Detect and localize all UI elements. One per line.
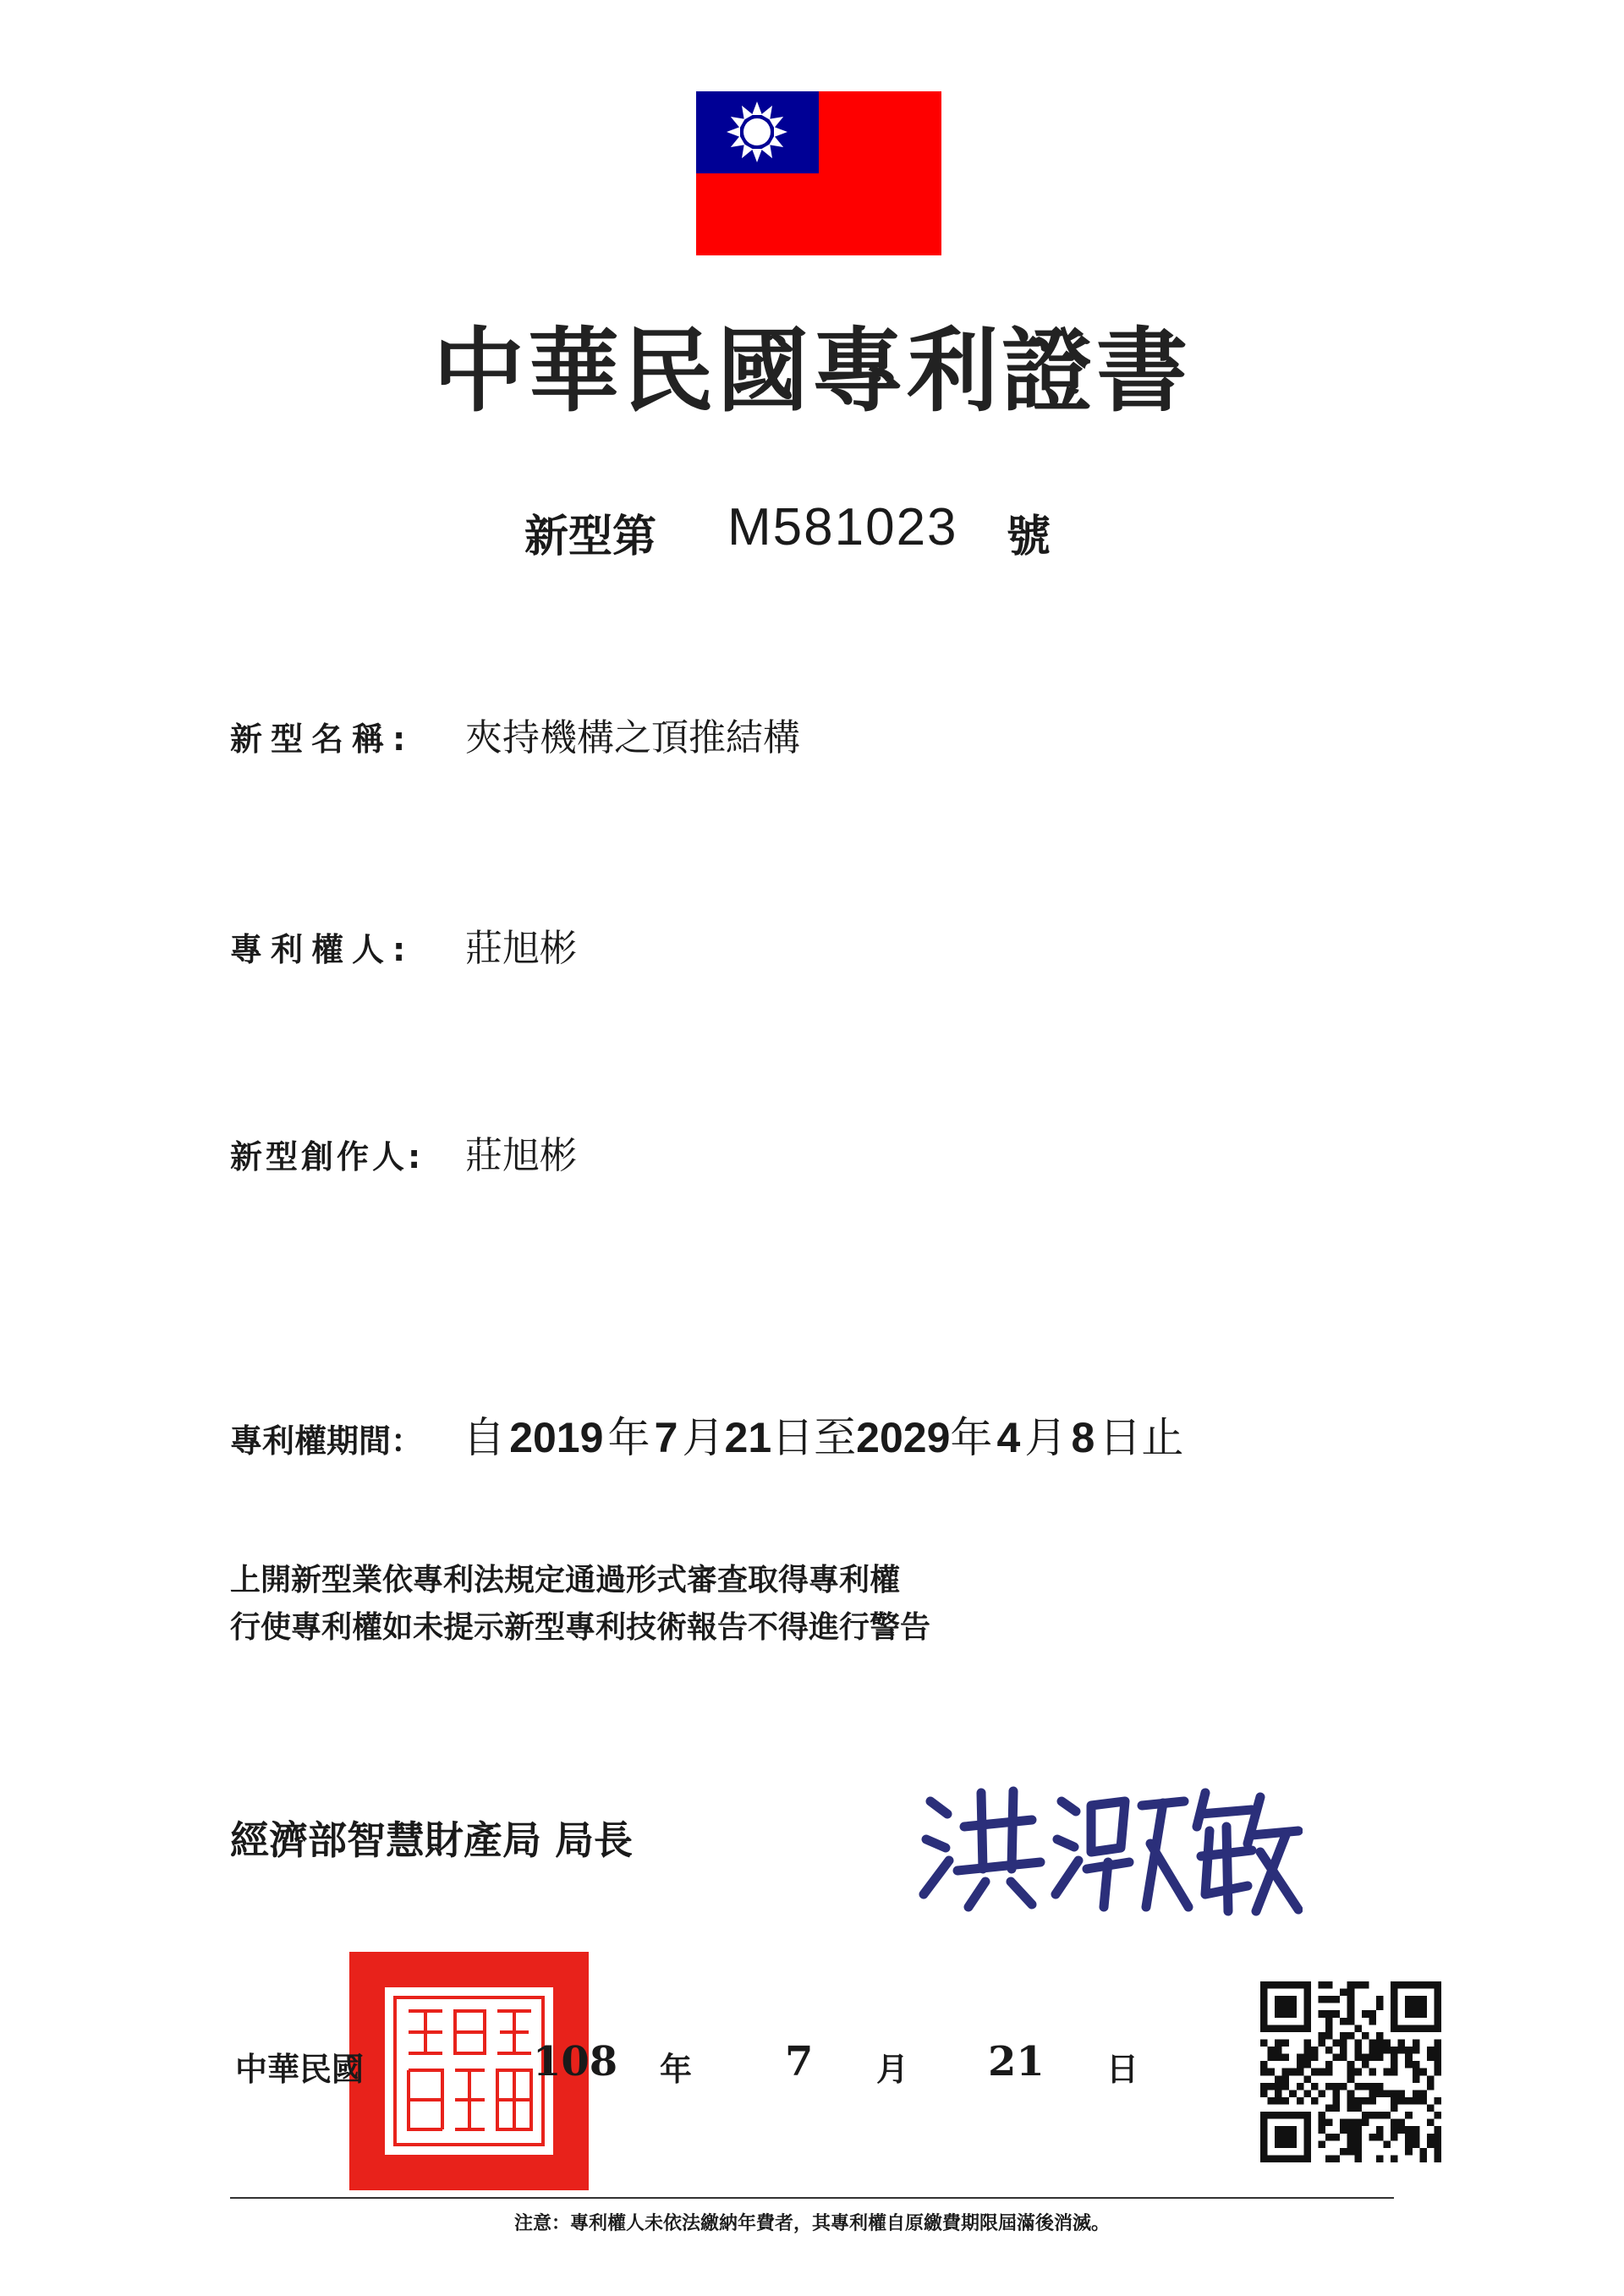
term-end-month: 4 — [996, 1414, 1021, 1461]
signature-image — [914, 1767, 1303, 1920]
footer-divider — [230, 2197, 1394, 2199]
issue-date-era: 中華民國 — [235, 2051, 365, 2088]
statement-line-2: 行使專利權如未提示新型專利技術報告不得進行警告 — [230, 1610, 931, 1645]
name-label: 新型名稱: — [230, 721, 414, 758]
issue-date-day: 21 — [988, 2038, 1045, 2085]
patent-number: M581023 — [727, 498, 958, 556]
patent-term — [230, 1404, 1183, 1465]
term-to: 至 — [814, 1413, 857, 1462]
patent-suffix: 號 — [1007, 512, 1051, 562]
term-end-word: 日止 — [1099, 1413, 1184, 1462]
term-year-word: 年 — [607, 1413, 650, 1462]
statement-line-1: 上開新型業依專利法規定通過形式審查取得專利權 — [230, 1563, 901, 1597]
issue-date-year: 108 — [533, 2038, 618, 2085]
issue-date-month-word: 月 — [876, 2051, 909, 2088]
flag-image — [696, 91, 941, 255]
footer-note: 注意：專利權人未依法繳納年費者，其專利權自原繳費期限屆滿後消滅。 — [513, 2212, 1110, 2234]
term-month-word: 月 — [682, 1413, 725, 1462]
field-row-name — [230, 707, 800, 761]
certificate-title: 中華民國專利證書 — [432, 318, 1191, 425]
creator-value: 莊旭彬 — [465, 1134, 577, 1177]
field-row-creator — [230, 1125, 577, 1179]
term-from: 自 — [463, 1413, 506, 1462]
term-start-day: 21 — [724, 1414, 772, 1461]
patent-prefix: 新型第 — [524, 512, 657, 562]
director-title: 經濟部智慧財產局 局長 — [230, 1817, 634, 1863]
issue-date-day-word: 日 — [1106, 2051, 1139, 2088]
term-end-year-word: 年 — [950, 1413, 993, 1462]
qr-code-image — [1260, 1981, 1441, 2162]
term-end-year: 2029 — [856, 1414, 951, 1461]
term-label: 專利權期間： — [230, 1422, 424, 1460]
issue-date-year-word: 年 — [660, 2051, 693, 2088]
term-day-word: 日 — [771, 1413, 815, 1462]
term-start-month: 7 — [654, 1414, 678, 1461]
issue-date-month: 7 — [785, 2038, 814, 2085]
name-value: 夾持機構之頂推結構 — [465, 716, 800, 759]
owner-label: 專利權人: — [230, 931, 414, 968]
owner-value: 莊旭彬 — [465, 927, 577, 970]
field-row-owner — [230, 918, 577, 972]
term-start-year: 2019 — [509, 1414, 604, 1461]
term-end-day: 8 — [1071, 1414, 1095, 1461]
creator-label: 新型創作人: — [230, 1138, 425, 1175]
term-end-month-word: 月 — [1024, 1413, 1067, 1462]
